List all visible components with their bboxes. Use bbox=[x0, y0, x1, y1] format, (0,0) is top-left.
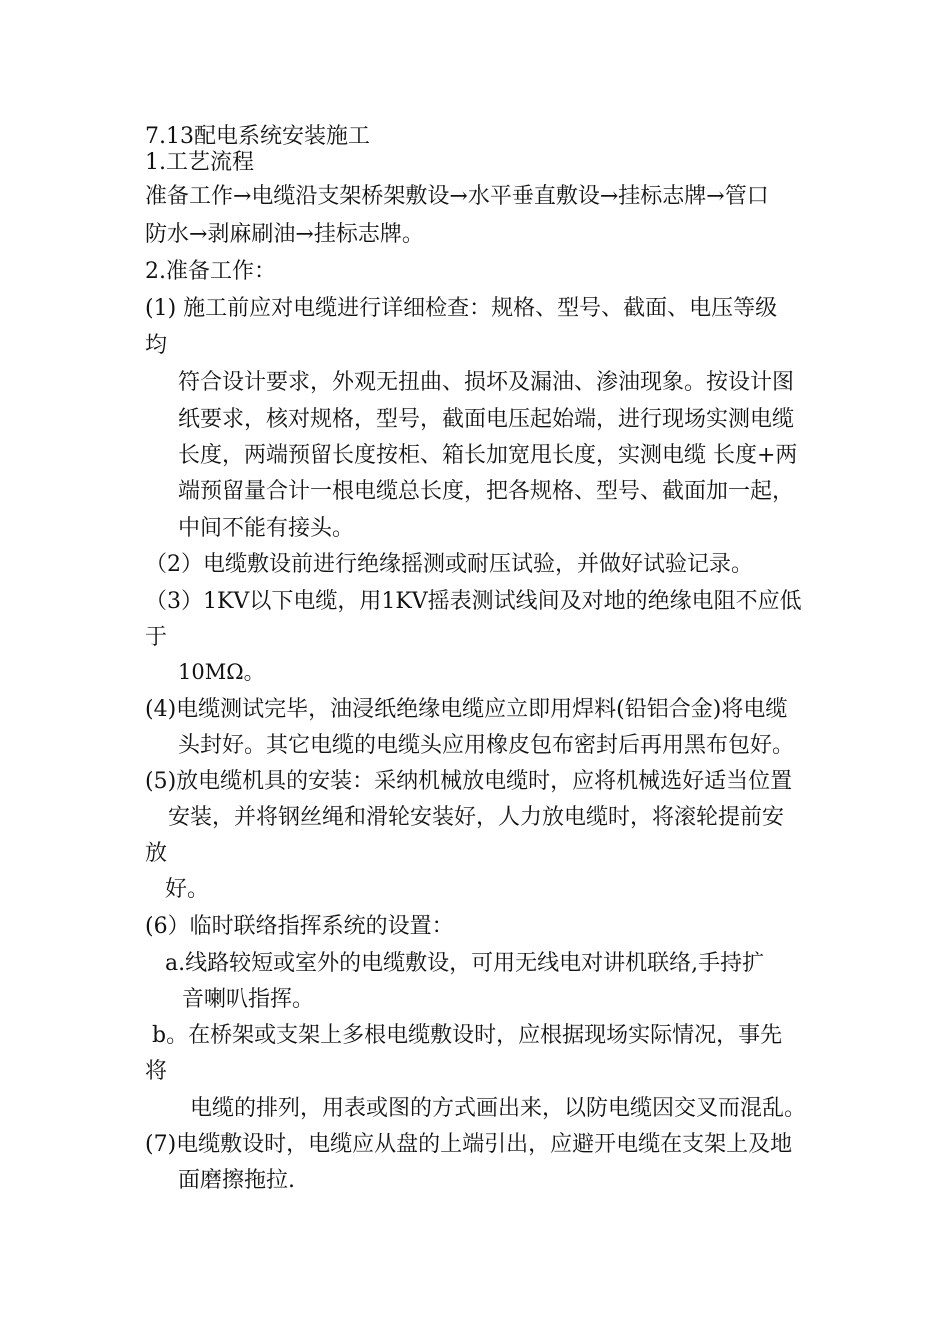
text-line: 均 bbox=[145, 333, 168, 358]
text-line: 长度，两端预留长度按柜、箱长加宽甩长度，实测电缆 长度+两 bbox=[178, 443, 798, 468]
subsection-heading-preparation: 2.准备工作： bbox=[145, 259, 276, 284]
text-line: 10MΩ。 bbox=[178, 660, 265, 684]
text-line: (7)电缆敷设时，电缆应从盘的上端引出，应避开电缆在支架上及地 bbox=[145, 1132, 793, 1157]
text-line: (6）临时联络指挥系统的设置： bbox=[145, 914, 454, 939]
text-line: 音喇叭指挥。 bbox=[182, 987, 315, 1012]
text-line: b。在桥架或支架上多根电缆敷设时，应根据现场实际情况，事先 bbox=[152, 1023, 783, 1048]
text-line: (1) 施工前应对电缆进行详细检查：规格、型号、截面、电压等级 bbox=[145, 296, 778, 321]
text-line: 纸要求，核对规格，型号，截面电压起始端，进行现场实测电缆 bbox=[178, 407, 795, 432]
text-line: （3）1KV以下电缆，用1KV摇表测试线间及对地的绝缘电阻不应低 bbox=[145, 589, 802, 614]
text-line: 于 bbox=[145, 625, 168, 650]
text-line: 好。 bbox=[165, 877, 210, 902]
text-line: 端预留量合计一根电缆总长度，把各规格、型号、截面加一起， bbox=[178, 479, 795, 504]
text-line: 准备工作→电缆沿支架桥架敷设→水平垂直敷设→挂标志牌→管口 bbox=[145, 184, 769, 209]
text-line: 中间不能有接头。 bbox=[178, 516, 355, 541]
text-line: 安装，并将钢丝绳和滑轮安装好，人力放电缆时，将滚轮提前安 bbox=[168, 805, 785, 830]
text-line: 符合设计要求，外观无扭曲、损坏及漏油、渗油现象。按设计图 bbox=[178, 370, 795, 395]
text-line: 将 bbox=[145, 1059, 168, 1084]
text-line: (4)电缆测试完毕，油浸纸绝缘电缆应立即用焊料(铅铝合金)将电缆 bbox=[145, 697, 788, 722]
text-line: 防水→剥麻刷油→挂标志牌。 bbox=[145, 222, 424, 247]
text-line: 放 bbox=[145, 841, 168, 866]
subsection-heading-process: 1.工艺流程 bbox=[145, 150, 254, 175]
text-line: 电缆的排列，用表或图的方式画出来，以防电缆因交叉而混乱。 bbox=[190, 1096, 807, 1121]
text-line: （2）电缆敷设前进行绝缘摇测或耐压试验，并做好试验记录。 bbox=[145, 552, 753, 577]
section-title: 7.13配电系统安装施工 bbox=[145, 124, 370, 149]
text-line: (5)放电缆机具的安装：采纳机械放电缆时，应将机械选好适当位置 bbox=[145, 769, 793, 794]
text-line: a.线路较短或室外的电缆敷设，可用无线电对讲机联络,手持扩 bbox=[165, 951, 765, 976]
text-line: 头封好。其它电缆的电缆头应用橡皮包布密封后再用黑布包好。 bbox=[178, 733, 795, 758]
text-line: 面磨擦拖拉. bbox=[178, 1168, 295, 1193]
